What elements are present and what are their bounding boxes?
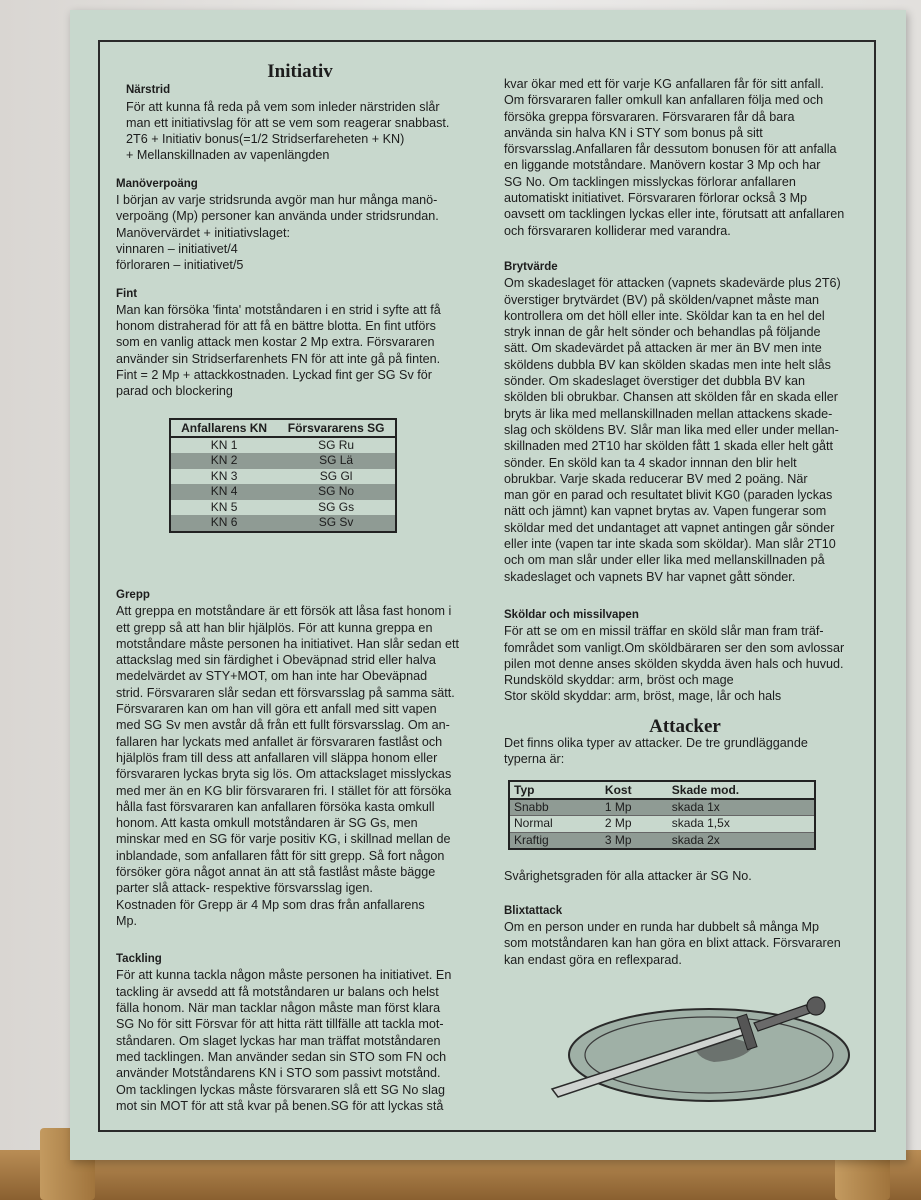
text-fint bbox=[116, 302, 486, 400]
heading-tackling: Tackling bbox=[116, 953, 162, 966]
rulebook-page bbox=[70, 10, 906, 1160]
text-attacker bbox=[504, 735, 866, 768]
text-line: överstiger brytvärdet (BV) på skölden/vapnet måste man bbox=[504, 292, 819, 307]
table-cell: KN 3 bbox=[210, 468, 238, 483]
text-line: en liggande motståndare. Manövern kostar 3 Mp och har bbox=[504, 158, 821, 173]
text-line: slag och sköldens BV. Slår man lika med eller under mellan- bbox=[504, 422, 839, 437]
text-line: typerna är: bbox=[504, 752, 565, 767]
section-manover bbox=[116, 176, 486, 274]
table-cell: SG Ru bbox=[318, 437, 355, 452]
text-brytvarde bbox=[504, 275, 866, 585]
text-line: parad och blockering bbox=[116, 384, 233, 399]
text-tackling-continued bbox=[504, 76, 866, 239]
section-tackling bbox=[116, 951, 486, 1114]
text-line: automatiskt initiativet. Försvararen förlorar också 3 Mp bbox=[504, 191, 808, 206]
text-line: använder sin Stridserfarenhets FN för att inte gå på finten. bbox=[116, 351, 441, 366]
text-line: SG No för sitt Försvar för att hitta rätt tillfälle att tackla mot- bbox=[116, 1017, 444, 1032]
text-line: fallaren har lyckats med anfallet är försvararen fastlåst och bbox=[116, 734, 443, 749]
text-line: Stor sköld skyddar: arm, bröst, mage, lår och hals bbox=[504, 689, 782, 704]
text-grepp bbox=[116, 603, 486, 929]
attack-table bbox=[508, 780, 816, 851]
table-cell: SG No bbox=[277, 484, 396, 500]
heading-manover: Manöverpoäng bbox=[116, 177, 198, 190]
table-row bbox=[509, 799, 815, 816]
text-line: hjälplös fram till dess att anfallaren vill släppa honom eller bbox=[116, 750, 438, 765]
text-line: nätt och jämnt) kan vapnet brytas av. Vapen fungerar som bbox=[504, 504, 827, 519]
text-line: För att kunna tackla någon måste personen ha initiativet. En bbox=[116, 968, 452, 983]
table-header: Kost bbox=[601, 781, 668, 799]
table-cell: Snabb bbox=[509, 799, 601, 816]
text-line: och om man slår under eller lika med mellanskillnaden på bbox=[504, 553, 825, 568]
text-line: sätt. Om skadevärdet på attacken är mer än BV men inte bbox=[504, 341, 822, 356]
table-cell: skada 2x bbox=[668, 832, 815, 849]
kn-sg-table bbox=[169, 418, 397, 533]
table-row bbox=[509, 832, 815, 849]
text-manover bbox=[116, 192, 486, 273]
text-narstrid bbox=[126, 99, 486, 164]
text-skoldar bbox=[504, 623, 866, 704]
text-line: kvar ökar med ett för varje KG anfallaren får för sitt anfall. bbox=[504, 77, 824, 91]
table-cell: SG Sv bbox=[277, 515, 396, 532]
text-line: 2T6 + Initiativ bonus(=1/2 Stridserfareheten + KN) bbox=[126, 132, 405, 147]
text-line: honom. Att kasta omkull motståndaren är SG Gs, men bbox=[116, 816, 418, 831]
text-line: Fint = 2 Mp + attackkostnaden. Lyckad fint ger SG Sv för bbox=[116, 368, 432, 383]
text-line: kontrollera om det höll eller inte. Sköldar kan ta en hel del bbox=[504, 308, 825, 323]
table-cell: SG Lä bbox=[277, 453, 396, 469]
text-line: sköldens dubbla BV kan skölden skadas men inte helt slås bbox=[504, 357, 831, 372]
table-cell: skada 1x bbox=[668, 799, 815, 816]
text-line: fområdet som vanligt.Om sköldbäraren ser den som avlossar bbox=[504, 640, 845, 655]
text-line: Om tacklingen lyckas måste försvararen slå ett SG No slag bbox=[116, 1082, 445, 1097]
table-cell: KN 2 bbox=[170, 453, 277, 469]
section-title-initiativ: Initiativ bbox=[267, 61, 333, 82]
table-row bbox=[170, 500, 396, 516]
table-cell: KN 5 bbox=[210, 499, 238, 514]
table-cell: 2 Mp bbox=[601, 816, 668, 833]
text-line: hålla fast försvararen kan anfallaren försöka kasta omkull bbox=[116, 799, 435, 814]
text-line: verpoäng (Mp) personer kan använda under stridsrundan. bbox=[116, 209, 439, 224]
text-line: skölden bli obrukbar. Chansen att skölden får en skada eller bbox=[504, 390, 838, 405]
text-line: inblandade, som anfallaren fått för sitt grepp. Så fort någon bbox=[116, 848, 445, 863]
heading-narstrid: Närstrid bbox=[126, 84, 171, 97]
text-line: pilen mot denne anses skölden skydda även hals och huvud. bbox=[504, 656, 844, 671]
right-column bbox=[504, 42, 866, 968]
table-cell: SG Gl bbox=[319, 468, 353, 483]
table-cell: SG Gs bbox=[318, 499, 355, 514]
text-line: skadeslaget och vapnets BV har vapnet gått sönder. bbox=[504, 569, 796, 584]
text-line: skillnaden med 2T10 har skölden fått 1 skada eller helt gått bbox=[504, 439, 834, 454]
text-line: försöker göra något annat än att stå fastlåst måste bägge bbox=[116, 864, 436, 879]
table-cell: KN 1 bbox=[210, 437, 238, 452]
text-line: kan endast göra en reflexparad. bbox=[504, 952, 682, 967]
heading-blixt: Blixtattack bbox=[504, 904, 563, 917]
text-line: Man kan försöka 'finta' motståndaren i en strid i syfte att få bbox=[116, 302, 441, 317]
page-frame bbox=[98, 40, 876, 1132]
text-line: eller inte (vapen tar inte skada som sköldar). Man slår 2T10 bbox=[504, 537, 836, 552]
text-line: vinnaren – initiativet/4 bbox=[116, 241, 238, 256]
table-cell: 3 Mp bbox=[601, 832, 668, 849]
text-line: Kostnaden för Grepp är 4 Mp som dras från anfallarens bbox=[116, 897, 425, 912]
text-line: bryts är lika med mellanskillnaden mellan attackens skade- bbox=[504, 406, 833, 421]
text-line: som motståndaren kan han göra en blixt attack. Försvararen bbox=[504, 936, 841, 951]
heading-brytvarde: Brytvärde bbox=[504, 260, 558, 273]
text-line: ståndaren. Om slaget lyckas har man träffat motståndaren bbox=[116, 1033, 441, 1048]
text-line: Om skadeslaget för attacken (vapnets skadevärde plus 2T6) bbox=[504, 276, 841, 291]
table-row bbox=[170, 437, 396, 454]
text-line: Om försvararen faller omkull kan anfallaren följa med och bbox=[504, 93, 824, 108]
text-line: Mp. bbox=[116, 913, 137, 928]
table-cell: Kraftig bbox=[509, 832, 601, 849]
text-line: och försvararen kolliderar med varandra. bbox=[504, 223, 731, 238]
text-blixt bbox=[504, 919, 866, 968]
heading-skoldar: Sköldar och missilvapen bbox=[504, 608, 639, 621]
table-cell: Normal bbox=[509, 816, 601, 833]
table-row bbox=[170, 453, 396, 469]
heading-fint: Fint bbox=[116, 287, 138, 300]
text-line: försvarsslag.Anfallaren får dessutom bonusen för att anfalla bbox=[504, 142, 837, 157]
section-title-attacker: Attacker bbox=[649, 715, 721, 737]
table-header: Försvararens SG bbox=[277, 419, 396, 437]
text-line: Om en person under en runda har dubbelt så många Mp bbox=[504, 919, 820, 934]
text-line: använda sin halva KN i STY som bonus på sitt bbox=[504, 125, 763, 140]
table-header: Anfallarens KN bbox=[170, 419, 277, 437]
text-line: tackling är avsedd att få motståndaren ur balans och helst bbox=[116, 984, 439, 999]
text-line: stryk innan de går helt sönder och behandlas på följande bbox=[504, 325, 821, 340]
table-cell: KN 4 bbox=[170, 484, 277, 500]
table-row bbox=[509, 816, 815, 833]
text-line: sköldar med det undantaget att vapnet antingen går sönder bbox=[504, 520, 835, 535]
text-line: Manövervärdet + initiativslaget: bbox=[116, 225, 290, 240]
section-grepp bbox=[116, 587, 486, 929]
text-line: man gör en parad och resultatet blivit KG0 (paraden lyckas bbox=[504, 488, 833, 503]
text-tackling bbox=[116, 967, 486, 1114]
left-column bbox=[114, 42, 486, 1114]
text-line: mot sin MOT för att stå kvar på benen.SG för att lyckas stå bbox=[116, 1098, 444, 1113]
text-line: använder Motståndarens KN i STO som passivt motstånd. bbox=[116, 1066, 441, 1081]
text-line: + Mellanskillnaden av vapenlängden bbox=[126, 148, 330, 163]
text-line: strid. Försvararen slår sedan ett försvarsslag på samma sätt. bbox=[116, 685, 455, 700]
text-line: med tacklingen. Man använder sedan sin STO som FN och bbox=[116, 1049, 447, 1064]
text-line: med mer än en KG blir försvararen fri. I stället för att försöka bbox=[116, 783, 452, 798]
text-line: Det finns olika typer av attacker. De tre grundläggande bbox=[504, 735, 808, 750]
table-cell: skada 1,5x bbox=[668, 816, 815, 833]
section-narstrid bbox=[126, 82, 486, 163]
text-line: Att greppa en motståndare är ett försök att låsa fast honom i bbox=[116, 604, 452, 619]
text-line: försvararen lyckas bryta sig lös. Om attackslaget misslyckas bbox=[116, 767, 452, 782]
text-line: attackslag med sin färdighet i Obeväpnad strid eller halva bbox=[116, 653, 436, 668]
table-row bbox=[170, 515, 396, 532]
text-line: Försvararen kan om han vill göra ett anfall med sitt vapen bbox=[116, 702, 437, 717]
text-line: För att kunna få reda på vem som inleder närstriden slår bbox=[126, 99, 440, 114]
text-line: förloraren – initiativet/5 bbox=[116, 258, 244, 273]
table-cell: 1 Mp bbox=[601, 799, 668, 816]
text-line: För att se om en missil träffar en sköld slår man fram träf- bbox=[504, 624, 824, 639]
text-line: I början av varje stridsrunda avgör man hur många manö- bbox=[116, 193, 438, 208]
text-line: minskar med en SG för varje positiv KG, i skillnad mellan de bbox=[116, 832, 451, 847]
table-row bbox=[170, 484, 396, 500]
text-line: fälla honom. När man tacklar någon måste man först klara bbox=[116, 1001, 441, 1016]
text-line: med SG Sv men avstår då från ett fullt försvarsslag. Om an- bbox=[116, 718, 450, 733]
text-line: försöka greppa försvararen. Försvararen får då bara bbox=[504, 109, 795, 124]
text-line: sönder. En sköld kan ta 4 skador innnan den blir helt bbox=[504, 455, 797, 470]
table-cell: KN 6 bbox=[170, 515, 277, 532]
text-line: medelvärdet av STY+MOT, om han inte har Obeväpnad bbox=[116, 669, 428, 684]
section-fint bbox=[116, 286, 486, 400]
table-header: Skade mod. bbox=[668, 781, 815, 799]
attack-note: Svårighetsgraden för alla attacker är SG No. bbox=[504, 869, 752, 884]
text-line: parter slå attack- respektive försvarsslag igen. bbox=[116, 881, 373, 896]
text-line: sönder. Om skadeslaget överstiger det dubbla BV kan bbox=[504, 374, 806, 389]
text-line: som en vanlig attack men kostar 2 Mp extra. Försvararen bbox=[116, 335, 435, 350]
text-line: motståndare måste personen ha initiativet. Han slår sedan ett bbox=[116, 636, 460, 651]
section-brytvarde bbox=[504, 259, 866, 585]
table-header: Typ bbox=[509, 781, 601, 799]
section-skoldar bbox=[504, 607, 866, 705]
text-line: oavsett om tacklingen lyckas eller inte, förutsatt att anfallaren bbox=[504, 207, 845, 222]
heading-grepp: Grepp bbox=[116, 588, 150, 601]
text-line: Rundsköld skyddar: arm, bröst och mage bbox=[504, 673, 734, 688]
sword-and-shield-illustration bbox=[544, 977, 864, 1107]
text-line: man ett initiativslag för att se vem som reagerar snabbast. bbox=[126, 115, 450, 130]
table-row bbox=[170, 469, 396, 485]
text-line: obrukbar. Varje skada reducerar BV med 2 poäng. När bbox=[504, 471, 808, 486]
section-blixt bbox=[504, 903, 866, 968]
text-line: ett grepp så att han blir hjälplös. För att kunna greppa en bbox=[116, 620, 433, 635]
text-line: honom distraherad för att få en bättre blotta. En fint utförs bbox=[116, 319, 436, 334]
text-line: SG No. Om tacklingen misslyckas förlorar anfallaren bbox=[504, 174, 796, 189]
